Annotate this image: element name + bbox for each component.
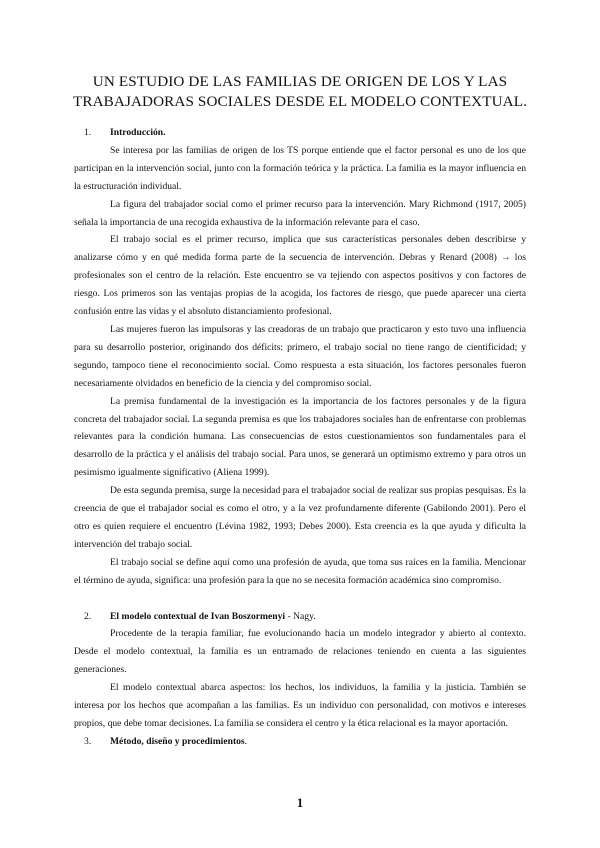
paragraph: La figura del trabajador social como el primer recurso para la intervención. Mary Richmond (1917, 2005) señala la importancia de una recogida exhaustiva de la información relevante para el caso. <box>74 198 526 228</box>
section-1-heading <box>74 124 526 142</box>
section-3-heading <box>74 733 526 751</box>
title-line-2: TRABAJADORAS SOCIALES DESDE EL MODELO CONTEXTUAL. <box>72 93 528 110</box>
section-spacer <box>74 590 526 608</box>
section-title: El modelo contextual de Ivan Boszormenyi <box>110 610 286 622</box>
section-title: Método, diseño y procedimientos <box>110 735 245 747</box>
paragraph: La premisa fundamental de la investigación es la importancia de los factores personales y de la figura concreta del trabajador social. La segunda premisa es que los trabajadores sociales han de enfrentarse con problemas relevantes para la condición humana. Las consecuencias de estos cuestionamientos son fundamentales para el desarrollo de la práctica y el análisis del trabajo social. Para unos, se generará un optimismo extremo y para otros un pesimismo igualmente significativo (Aliena 1999). <box>74 395 526 479</box>
paragraph: Las mujeres fueron las impulsoras y las creadoras de un trabajo que practicaron y esto tuvo una influencia para su desarrollo posterior, originando dos déficits: primero, el trabajo social no tiene rango de cientificidad; y segundo, tampoco tiene el reconocimiento social. Como respuesta a esta situación, los factores personales fueron necesariamente olvidados en beneficio de la ciencia y del compromiso social. <box>74 323 526 389</box>
section-title-suffix: - Nagy. <box>285 610 316 622</box>
title-line-1: UN ESTUDIO DE LAS FAMILIAS DE ORIGEN DE LOS Y LAS <box>92 73 508 90</box>
section-2-heading <box>74 608 526 626</box>
paragraph: El modelo contextual abarca aspectos: los hechos, los individuos, la familia y la justicia. También se interesa por los hechos que acompañan a las familias. Es un individuo con personalidad, con motivos e intereses propios, que debe tomar decisiones. La familia se considera el centro y la ética relacional es la mayor aportación. <box>74 682 526 729</box>
page-number: 1 <box>296 795 304 810</box>
section-number: 2. <box>84 610 92 622</box>
paragraph: El trabajo social es el primer recurso, implica que sus características personales deben describirse y analizarse cómo y en qué medida forma parte de la secuencia de intervención. Debras y Renard (2008) → los profesionales son el centro de la relación. Este encuentro se va tejiendo con aspectos positivos y con factores de riesgo. Los primeros son las ventajas propias de la acogida, los factores de riesgo, que puede aparecer una cierta confusión entre las vidas y el absoluto distanciamiento profesional. <box>74 234 526 318</box>
document-body <box>74 124 526 751</box>
section-title-suffix: . <box>244 735 248 747</box>
paragraph: De esta segunda premisa, surge la necesidad para el trabajador social de realizar sus propias pesquisas. Es la creencia de que el trabajador social es como el otro, y a la vez profundamente diferente (Gabilondo 2001). Pero el otro es quien requiere el encuentro (Lévina 1982, 1993; Debes 2000). Esta creencia es la que ayuda y dificulta la intervención del trabajo social. <box>74 485 526 550</box>
paragraph: Se interesa por las familias de origen de los TS porque entiende que el factor personal es uno de los que participan en la intervención social, junto con la formación teórica y la práctica. La familia es la mayor influencia en la estructuración individual. <box>74 144 526 192</box>
document-title <box>60 72 540 112</box>
paragraph: Procedente de la terapia familiar, fue evolucionando hacia un modelo integrador y abierto al contexto. Desde el modelo contextual, la familia es un entramado de relaciones teniendo en cuenta a las siguientes generaciones. <box>74 628 526 676</box>
paragraph: El trabajo social se define aquí como una profesión de ayuda, que toma sus raíces en la familia. Mencionar el término de ayuda, significa: una profesión para la que no se necesita formación académica sino compromiso. <box>74 556 526 586</box>
section-number: 1. <box>84 127 92 138</box>
section-title: Introducción. <box>110 127 166 138</box>
section-number: 3. <box>84 735 92 747</box>
